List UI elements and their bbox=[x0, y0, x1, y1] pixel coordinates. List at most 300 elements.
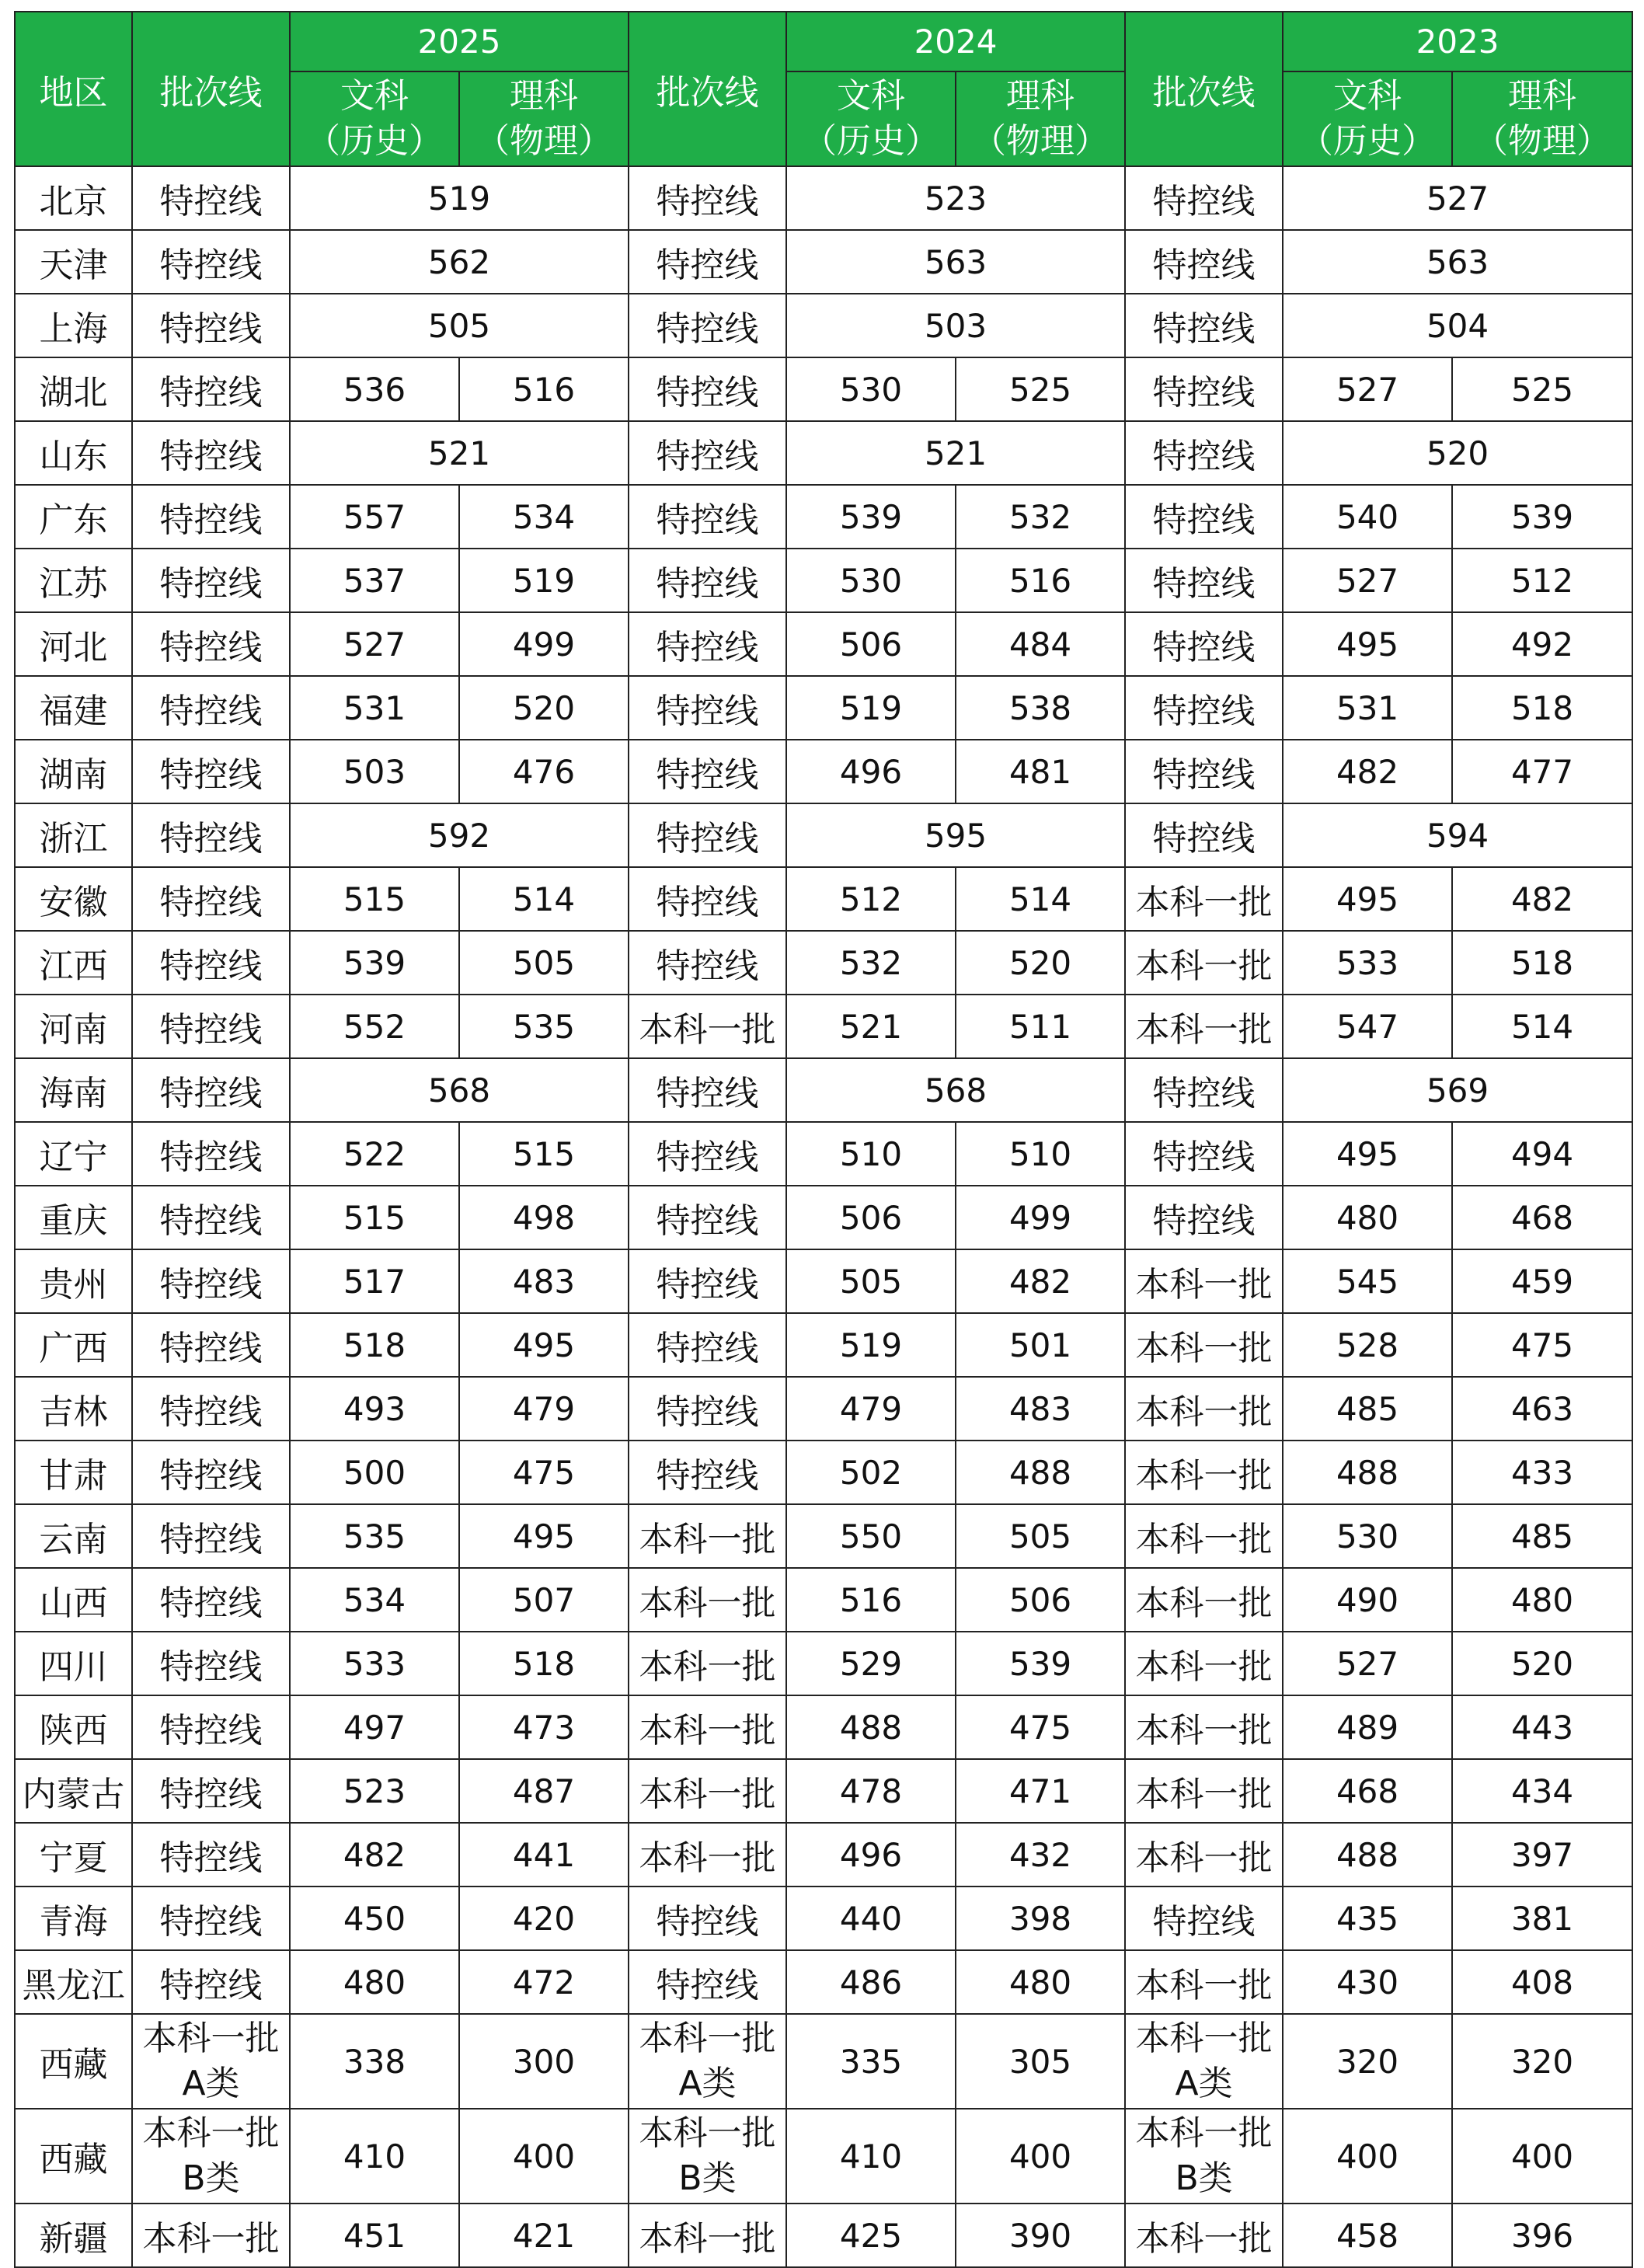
score-science-cell: 400 bbox=[1452, 2109, 1632, 2204]
batch-cell bbox=[1125, 2014, 1283, 2109]
region-cell: 青海 bbox=[15, 1887, 132, 1950]
region-cell: 四川 bbox=[15, 1632, 132, 1695]
batch-cell bbox=[629, 2109, 786, 2204]
table-row bbox=[15, 931, 1632, 995]
batch-cell: 特控线 bbox=[629, 357, 786, 421]
score-science-cell: 441 bbox=[459, 1823, 629, 1887]
batch-cell: 本科一批 bbox=[1125, 867, 1283, 931]
score-science-cell: 482 bbox=[956, 1249, 1125, 1313]
batch-line: B类 bbox=[678, 2158, 737, 2198]
batch-line: A类 bbox=[678, 2064, 737, 2103]
batch-cell: 特控线 bbox=[132, 740, 290, 803]
batch-cell: 特控线 bbox=[132, 1441, 290, 1504]
region-cell: 湖南 bbox=[15, 740, 132, 803]
score-science-cell: 499 bbox=[459, 612, 629, 676]
score-arts-cell: 518 bbox=[290, 1313, 459, 1377]
score-science-cell: 434 bbox=[1452, 1759, 1632, 1823]
batch-cell: 特控线 bbox=[1125, 612, 1283, 676]
score-arts-cell: 458 bbox=[1283, 2204, 1452, 2267]
score-combined-cell: 520 bbox=[1283, 421, 1632, 485]
table-row bbox=[15, 1377, 1632, 1441]
score-science-cell: 475 bbox=[459, 1441, 629, 1504]
score-arts-cell: 495 bbox=[1283, 1122, 1452, 1186]
table-body bbox=[15, 166, 1632, 2267]
batch-cell: 特控线 bbox=[1125, 1887, 1283, 1950]
score-science-cell: 468 bbox=[1452, 1186, 1632, 1249]
score-science-cell: 480 bbox=[956, 1950, 1125, 2014]
table-row bbox=[15, 1695, 1632, 1759]
batch-cell: 特控线 bbox=[132, 1504, 290, 1568]
region-cell: 海南 bbox=[15, 1058, 132, 1122]
header-arts-2023 bbox=[1283, 71, 1452, 166]
batch-line: 本科一批 bbox=[1135, 2019, 1273, 2058]
score-science-cell: 487 bbox=[459, 1759, 629, 1823]
batch-cell: 特控线 bbox=[132, 421, 290, 485]
batch-cell: 本科一批 bbox=[1125, 1759, 1283, 1823]
score-arts-cell: 500 bbox=[290, 1441, 459, 1504]
science-label: 理科 bbox=[1508, 76, 1577, 116]
region-cell: 浙江 bbox=[15, 803, 132, 867]
score-arts-cell: 552 bbox=[290, 995, 459, 1058]
score-science-cell: 475 bbox=[956, 1695, 1125, 1759]
batch-cell: 特控线 bbox=[1125, 740, 1283, 803]
score-science-cell: 300 bbox=[459, 2014, 629, 2109]
batch-cell: 特控线 bbox=[132, 612, 290, 676]
score-arts-cell: 489 bbox=[1283, 1695, 1452, 1759]
region-cell: 河南 bbox=[15, 995, 132, 1058]
score-science-cell: 473 bbox=[459, 1695, 629, 1759]
batch-cell: 本科一批 bbox=[1125, 1568, 1283, 1632]
score-combined-cell: 521 bbox=[290, 421, 629, 485]
batch-cell: 特控线 bbox=[132, 995, 290, 1058]
score-science-cell: 525 bbox=[1452, 357, 1632, 421]
region-cell: 西藏 bbox=[15, 2014, 132, 2109]
score-arts-cell: 488 bbox=[786, 1695, 956, 1759]
score-combined-cell: 505 bbox=[290, 294, 629, 357]
score-arts-cell: 521 bbox=[786, 995, 956, 1058]
score-science-cell: 538 bbox=[956, 676, 1125, 740]
batch-cell: 本科一批 bbox=[629, 1632, 786, 1695]
score-science-cell: 483 bbox=[459, 1249, 629, 1313]
score-combined-cell: 521 bbox=[786, 421, 1125, 485]
region-cell: 山东 bbox=[15, 421, 132, 485]
score-science-cell: 499 bbox=[956, 1186, 1125, 1249]
score-arts-cell: 537 bbox=[290, 549, 459, 612]
score-arts-cell: 485 bbox=[1283, 1377, 1452, 1441]
batch-cell: 特控线 bbox=[1125, 166, 1283, 230]
table-header bbox=[15, 12, 1632, 166]
table-row bbox=[15, 294, 1632, 357]
table-row bbox=[15, 1186, 1632, 1249]
score-science-cell: 305 bbox=[956, 2014, 1125, 2109]
batch-cell: 特控线 bbox=[132, 1695, 290, 1759]
score-arts-cell: 530 bbox=[1283, 1504, 1452, 1568]
batch-cell: 特控线 bbox=[132, 867, 290, 931]
header-row-years bbox=[15, 12, 1632, 71]
arts-label: 文科 bbox=[837, 76, 906, 116]
table-row bbox=[15, 1632, 1632, 1695]
batch-cell: 特控线 bbox=[629, 1441, 786, 1504]
header-batch-2023: 批次线 bbox=[1125, 12, 1283, 166]
score-arts-cell: 480 bbox=[1283, 1186, 1452, 1249]
score-science-cell: 501 bbox=[956, 1313, 1125, 1377]
score-science-cell: 512 bbox=[1452, 549, 1632, 612]
score-arts-cell: 480 bbox=[290, 1950, 459, 2014]
arts-sublabel: （历史） bbox=[803, 121, 940, 161]
table-row bbox=[15, 2014, 1632, 2109]
batch-cell: 特控线 bbox=[1125, 485, 1283, 549]
score-science-cell: 481 bbox=[956, 740, 1125, 803]
score-science-cell: 400 bbox=[956, 2109, 1125, 2204]
score-science-cell: 484 bbox=[956, 612, 1125, 676]
score-combined-cell: 503 bbox=[786, 294, 1125, 357]
batch-cell: 特控线 bbox=[629, 294, 786, 357]
region-cell: 广西 bbox=[15, 1313, 132, 1377]
score-science-cell: 472 bbox=[459, 1950, 629, 2014]
batch-cell: 特控线 bbox=[132, 1950, 290, 2014]
table-row bbox=[15, 1887, 1632, 1950]
score-science-cell: 534 bbox=[459, 485, 629, 549]
score-science-cell: 514 bbox=[956, 867, 1125, 931]
score-arts-cell: 506 bbox=[786, 1186, 956, 1249]
batch-cell: 特控线 bbox=[1125, 421, 1283, 485]
score-combined-cell: 504 bbox=[1283, 294, 1632, 357]
score-arts-cell: 435 bbox=[1283, 1887, 1452, 1950]
batch-cell: 特控线 bbox=[132, 1313, 290, 1377]
header-region: 地区 bbox=[15, 12, 132, 166]
score-arts-cell: 496 bbox=[786, 740, 956, 803]
score-arts-cell: 440 bbox=[786, 1887, 956, 1950]
table-row bbox=[15, 357, 1632, 421]
header-science-2025 bbox=[459, 71, 629, 166]
batch-cell: 本科一批 bbox=[1125, 1695, 1283, 1759]
science-sublabel: （物理） bbox=[972, 121, 1109, 161]
table-row bbox=[15, 676, 1632, 740]
score-science-cell: 498 bbox=[459, 1186, 629, 1249]
score-science-cell: 420 bbox=[459, 1887, 629, 1950]
score-science-cell: 432 bbox=[956, 1823, 1125, 1887]
batch-cell: 本科一批 bbox=[629, 2204, 786, 2267]
score-arts-cell: 529 bbox=[786, 1632, 956, 1695]
score-arts-cell: 527 bbox=[1283, 1632, 1452, 1695]
batch-cell: 本科一批 bbox=[1125, 931, 1283, 995]
batch-cell: 特控线 bbox=[629, 1313, 786, 1377]
score-arts-cell: 479 bbox=[786, 1377, 956, 1441]
score-arts-cell: 488 bbox=[1283, 1823, 1452, 1887]
score-arts-cell: 490 bbox=[1283, 1568, 1452, 1632]
score-arts-cell: 557 bbox=[290, 485, 459, 549]
score-arts-cell: 496 bbox=[786, 1823, 956, 1887]
score-science-cell: 443 bbox=[1452, 1695, 1632, 1759]
table-row bbox=[15, 2204, 1632, 2267]
batch-cell: 特控线 bbox=[629, 1887, 786, 1950]
batch-cell: 本科一批 bbox=[1125, 1950, 1283, 2014]
batch-cell: 特控线 bbox=[629, 485, 786, 549]
batch-cell: 特控线 bbox=[629, 549, 786, 612]
batch-cell: 特控线 bbox=[629, 612, 786, 676]
score-science-cell: 381 bbox=[1452, 1887, 1632, 1950]
batch-cell: 特控线 bbox=[629, 1249, 786, 1313]
batch-cell: 本科一批 bbox=[1125, 1632, 1283, 1695]
score-science-cell: 433 bbox=[1452, 1441, 1632, 1504]
score-arts-cell: 425 bbox=[786, 2204, 956, 2267]
table-row bbox=[15, 421, 1632, 485]
batch-cell bbox=[1125, 2109, 1283, 2204]
score-science-cell: 494 bbox=[1452, 1122, 1632, 1186]
batch-cell: 特控线 bbox=[132, 485, 290, 549]
batch-cell: 特控线 bbox=[1125, 549, 1283, 612]
score-combined-cell: 527 bbox=[1283, 166, 1632, 230]
score-arts-cell: 531 bbox=[290, 676, 459, 740]
batch-cell: 特控线 bbox=[132, 166, 290, 230]
batch-cell: 特控线 bbox=[1125, 803, 1283, 867]
region-cell: 河北 bbox=[15, 612, 132, 676]
score-arts-cell: 545 bbox=[1283, 1249, 1452, 1313]
batch-cell: 本科一批 bbox=[629, 995, 786, 1058]
score-arts-cell: 517 bbox=[290, 1249, 459, 1313]
score-arts-cell: 550 bbox=[786, 1504, 956, 1568]
score-arts-cell: 502 bbox=[786, 1441, 956, 1504]
score-arts-cell: 506 bbox=[786, 612, 956, 676]
table-row bbox=[15, 485, 1632, 549]
score-science-cell: 488 bbox=[956, 1441, 1125, 1504]
score-arts-cell: 497 bbox=[290, 1695, 459, 1759]
score-arts-cell: 400 bbox=[1283, 2109, 1452, 2204]
score-arts-cell: 535 bbox=[290, 1504, 459, 1568]
batch-cell: 特控线 bbox=[1125, 1186, 1283, 1249]
batch-cell: 本科一批 bbox=[132, 2204, 290, 2267]
table-row bbox=[15, 740, 1632, 803]
batch-cell: 特控线 bbox=[629, 1950, 786, 2014]
batch-cell bbox=[132, 2109, 290, 2204]
score-science-cell: 482 bbox=[1452, 867, 1632, 931]
score-combined-cell: 568 bbox=[290, 1058, 629, 1122]
table-row bbox=[15, 1823, 1632, 1887]
region-cell: 江西 bbox=[15, 931, 132, 995]
score-science-cell: 397 bbox=[1452, 1823, 1632, 1887]
score-science-cell: 471 bbox=[956, 1759, 1125, 1823]
table-row bbox=[15, 1122, 1632, 1186]
batch-cell: 本科一批 bbox=[629, 1695, 786, 1759]
batch-cell: 本科一批 bbox=[629, 1823, 786, 1887]
score-arts-cell: 539 bbox=[786, 485, 956, 549]
score-science-cell: 492 bbox=[1452, 612, 1632, 676]
score-arts-cell: 338 bbox=[290, 2014, 459, 2109]
score-science-cell: 535 bbox=[459, 995, 629, 1058]
table-row bbox=[15, 1568, 1632, 1632]
batch-cell: 特控线 bbox=[132, 1186, 290, 1249]
science-sublabel: （物理） bbox=[475, 121, 612, 161]
batch-cell: 特控线 bbox=[132, 931, 290, 995]
arts-sublabel: （历史） bbox=[306, 121, 443, 161]
score-science-cell: 505 bbox=[956, 1504, 1125, 1568]
score-science-cell: 510 bbox=[956, 1122, 1125, 1186]
batch-cell: 本科一批 bbox=[629, 1568, 786, 1632]
batch-line: B类 bbox=[182, 2158, 240, 2198]
batch-line: 本科一批 bbox=[639, 2113, 776, 2153]
batch-cell bbox=[132, 2014, 290, 2109]
batch-cell: 特控线 bbox=[132, 1632, 290, 1695]
score-arts-cell: 505 bbox=[786, 1249, 956, 1313]
score-science-cell: 532 bbox=[956, 485, 1125, 549]
score-science-cell: 516 bbox=[956, 549, 1125, 612]
batch-cell: 特控线 bbox=[132, 1377, 290, 1441]
score-arts-cell: 530 bbox=[786, 357, 956, 421]
score-science-cell: 519 bbox=[459, 549, 629, 612]
score-combined-cell: 594 bbox=[1283, 803, 1632, 867]
score-science-cell: 518 bbox=[1452, 931, 1632, 995]
arts-label: 文科 bbox=[1333, 76, 1402, 116]
score-combined-cell: 523 bbox=[786, 166, 1125, 230]
score-combined-cell: 519 bbox=[290, 166, 629, 230]
score-science-cell: 483 bbox=[956, 1377, 1125, 1441]
batch-cell: 本科一批 bbox=[1125, 1377, 1283, 1441]
score-science-cell: 520 bbox=[1452, 1632, 1632, 1695]
batch-cell: 特控线 bbox=[1125, 294, 1283, 357]
batch-cell: 特控线 bbox=[629, 1377, 786, 1441]
region-cell: 江苏 bbox=[15, 549, 132, 612]
table-row bbox=[15, 230, 1632, 294]
score-combined-cell: 562 bbox=[290, 230, 629, 294]
score-arts-cell: 527 bbox=[1283, 549, 1452, 612]
batch-cell: 特控线 bbox=[629, 1186, 786, 1249]
score-arts-cell: 482 bbox=[290, 1823, 459, 1887]
table-row bbox=[15, 1441, 1632, 1504]
arts-sublabel: （历史） bbox=[1299, 121, 1437, 161]
arts-label: 文科 bbox=[340, 76, 409, 116]
batch-cell: 特控线 bbox=[1125, 676, 1283, 740]
score-arts-cell: 493 bbox=[290, 1377, 459, 1441]
score-science-cell: 400 bbox=[459, 2109, 629, 2204]
batch-line: B类 bbox=[1175, 2158, 1233, 2198]
batch-cell: 特控线 bbox=[132, 549, 290, 612]
header-year-2024: 2024 bbox=[786, 12, 1125, 71]
batch-cell: 特控线 bbox=[132, 1887, 290, 1950]
region-cell: 甘肃 bbox=[15, 1441, 132, 1504]
score-science-cell: 514 bbox=[1452, 995, 1632, 1058]
region-cell: 上海 bbox=[15, 294, 132, 357]
region-cell: 陕西 bbox=[15, 1695, 132, 1759]
header-arts-2024 bbox=[786, 71, 956, 166]
header-science-2024 bbox=[956, 71, 1125, 166]
region-cell: 天津 bbox=[15, 230, 132, 294]
score-combined-cell: 569 bbox=[1283, 1058, 1632, 1122]
score-science-cell: 480 bbox=[1452, 1568, 1632, 1632]
batch-cell: 特控线 bbox=[132, 1249, 290, 1313]
score-science-cell: 515 bbox=[459, 1122, 629, 1186]
region-cell: 云南 bbox=[15, 1504, 132, 1568]
region-cell: 宁夏 bbox=[15, 1823, 132, 1887]
score-arts-cell: 527 bbox=[290, 612, 459, 676]
score-arts-cell: 522 bbox=[290, 1122, 459, 1186]
batch-cell: 特控线 bbox=[629, 676, 786, 740]
header-year-2025: 2025 bbox=[290, 12, 629, 71]
batch-cell: 特控线 bbox=[1125, 1122, 1283, 1186]
table-row bbox=[15, 1249, 1632, 1313]
score-science-cell: 518 bbox=[1452, 676, 1632, 740]
batch-cell: 特控线 bbox=[132, 294, 290, 357]
batch-cell: 本科一批 bbox=[1125, 1441, 1283, 1504]
score-science-cell: 475 bbox=[1452, 1313, 1632, 1377]
batch-cell: 特控线 bbox=[132, 230, 290, 294]
table-row bbox=[15, 1058, 1632, 1122]
table-row bbox=[15, 867, 1632, 931]
batch-cell: 特控线 bbox=[132, 1759, 290, 1823]
score-arts-cell: 320 bbox=[1283, 2014, 1452, 2109]
batch-cell: 特控线 bbox=[629, 1058, 786, 1122]
score-science-cell: 539 bbox=[1452, 485, 1632, 549]
score-science-cell: 506 bbox=[956, 1568, 1125, 1632]
score-arts-cell: 410 bbox=[786, 2109, 956, 2204]
score-science-cell: 518 bbox=[459, 1632, 629, 1695]
batch-line: 本科一批 bbox=[1135, 2113, 1273, 2153]
score-arts-cell: 335 bbox=[786, 2014, 956, 2109]
batch-cell: 本科一批 bbox=[1125, 1313, 1283, 1377]
table-row bbox=[15, 2109, 1632, 2204]
score-arts-cell: 534 bbox=[290, 1568, 459, 1632]
score-arts-cell: 532 bbox=[786, 931, 956, 995]
region-cell: 安徽 bbox=[15, 867, 132, 931]
score-table bbox=[14, 11, 1633, 2268]
score-arts-cell: 533 bbox=[1283, 931, 1452, 995]
batch-cell: 本科一批 bbox=[1125, 1504, 1283, 1568]
batch-cell: 特控线 bbox=[132, 1122, 290, 1186]
batch-cell: 特控线 bbox=[132, 1568, 290, 1632]
batch-cell: 特控线 bbox=[1125, 230, 1283, 294]
score-arts-cell: 488 bbox=[1283, 1441, 1452, 1504]
table-row bbox=[15, 612, 1632, 676]
region-cell: 北京 bbox=[15, 166, 132, 230]
region-cell: 辽宁 bbox=[15, 1122, 132, 1186]
score-arts-cell: 540 bbox=[1283, 485, 1452, 549]
batch-line: 本科一批 bbox=[142, 2019, 280, 2058]
score-arts-cell: 530 bbox=[786, 549, 956, 612]
score-arts-cell: 533 bbox=[290, 1632, 459, 1695]
score-science-cell: 476 bbox=[459, 740, 629, 803]
score-arts-cell: 528 bbox=[1283, 1313, 1452, 1377]
score-combined-cell: 568 bbox=[786, 1058, 1125, 1122]
score-arts-cell: 519 bbox=[786, 676, 956, 740]
score-arts-cell: 515 bbox=[290, 1186, 459, 1249]
header-batch-2024: 批次线 bbox=[629, 12, 786, 166]
score-science-cell: 320 bbox=[1452, 2014, 1632, 2109]
batch-cell: 特控线 bbox=[132, 1058, 290, 1122]
score-arts-cell: 547 bbox=[1283, 995, 1452, 1058]
science-sublabel: （物理） bbox=[1474, 121, 1611, 161]
batch-cell: 特控线 bbox=[1125, 357, 1283, 421]
batch-cell: 本科一批 bbox=[629, 1504, 786, 1568]
batch-line: 本科一批 bbox=[639, 2019, 776, 2058]
batch-line: A类 bbox=[1175, 2064, 1233, 2103]
batch-cell: 特控线 bbox=[1125, 1058, 1283, 1122]
score-science-cell: 398 bbox=[956, 1887, 1125, 1950]
table-row bbox=[15, 1759, 1632, 1823]
score-science-cell: 485 bbox=[1452, 1504, 1632, 1568]
score-science-cell: 507 bbox=[459, 1568, 629, 1632]
score-science-cell: 390 bbox=[956, 2204, 1125, 2267]
batch-cell: 特控线 bbox=[629, 803, 786, 867]
score-arts-cell: 527 bbox=[1283, 357, 1452, 421]
score-science-cell: 477 bbox=[1452, 740, 1632, 803]
score-arts-cell: 410 bbox=[290, 2109, 459, 2204]
batch-cell: 特控线 bbox=[629, 166, 786, 230]
score-arts-cell: 539 bbox=[290, 931, 459, 995]
batch-cell: 特控线 bbox=[132, 1823, 290, 1887]
header-science-2023 bbox=[1452, 71, 1632, 166]
score-arts-cell: 451 bbox=[290, 2204, 459, 2267]
batch-cell: 特控线 bbox=[132, 803, 290, 867]
score-arts-cell: 510 bbox=[786, 1122, 956, 1186]
